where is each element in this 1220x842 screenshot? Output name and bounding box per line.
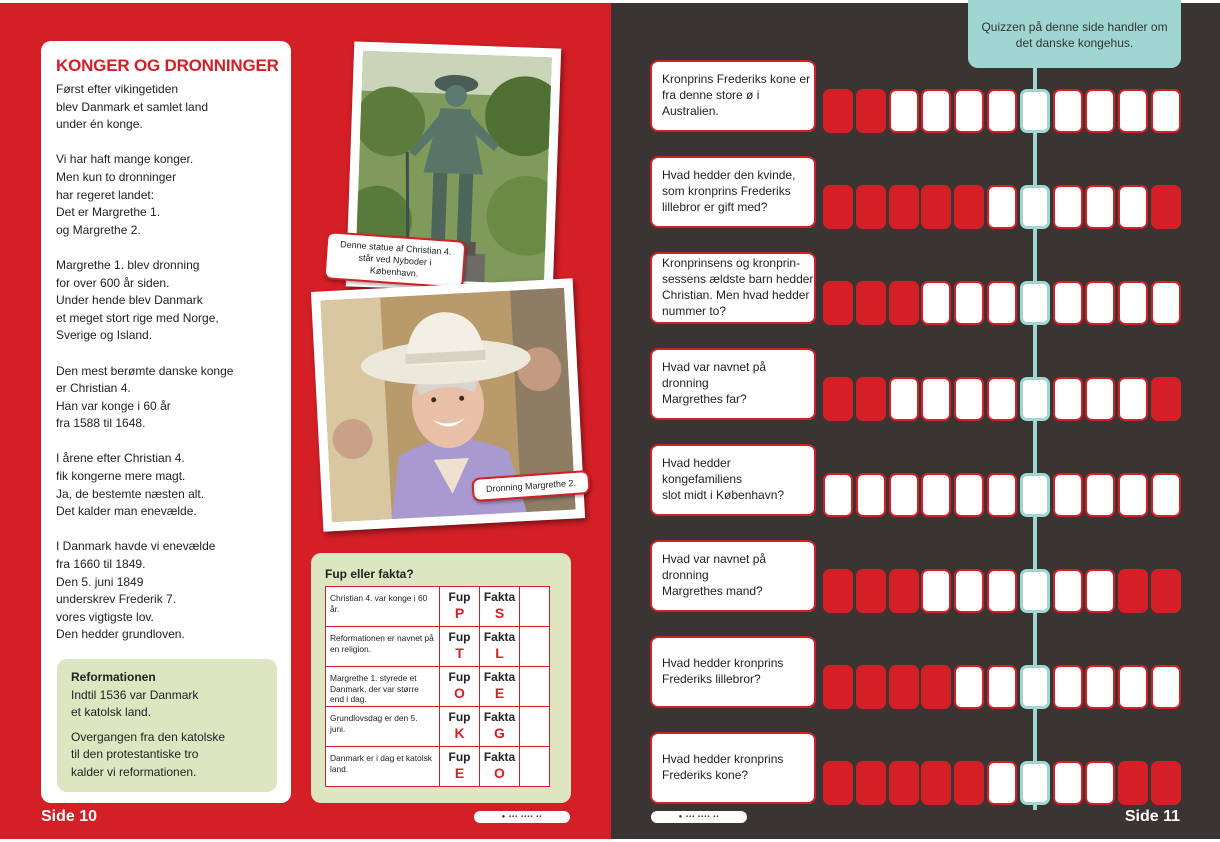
letter-cell[interactable]: [1118, 89, 1148, 133]
fup-label: Fup: [448, 750, 471, 764]
fakta-label: Fakta: [483, 670, 516, 684]
letter-cell[interactable]: [954, 473, 984, 517]
letter-cell[interactable]: [1053, 473, 1083, 517]
fakta-label: Fakta: [483, 590, 516, 604]
blocked-cell: [921, 185, 951, 229]
blocked-cell: [1118, 569, 1148, 613]
blocked-cell: [823, 185, 853, 229]
fup-option[interactable]: [440, 627, 480, 667]
fakta-label: Fakta: [483, 750, 516, 764]
paragraph: I årene efter Christian 4. fik kongerne mere magt. Ja, de bestemte næsten alt. Det kalder man enevælde.: [56, 451, 205, 519]
quiz-question: Hvad hedder kongefamiliens slot midt i København?: [650, 444, 816, 516]
letter-cell[interactable]: [1085, 377, 1115, 421]
letter-cell[interactable]: [1053, 761, 1083, 805]
letter-cell[interactable]: [987, 473, 1017, 517]
blocked-cell: [889, 761, 919, 805]
letter-cell[interactable]: [987, 89, 1017, 133]
footer-logo-left: ● ▪▪▪ ▪▪▪▪ ▪▪: [474, 811, 570, 823]
reformation-text: Indtil 1536 var Danmark et katolsk land.: [71, 687, 199, 720]
quiz-question: Hvad hedder kronprins Frederiks lillebror?: [650, 636, 816, 708]
letter-cell[interactable]: [1151, 665, 1181, 709]
fup-label: Fup: [448, 710, 471, 724]
letter-cell[interactable]: [1085, 185, 1115, 229]
blocked-cell: [889, 569, 919, 613]
quiz-note: Quizzen på denne side handler om det danske kongehus.: [968, 0, 1181, 68]
letter-cell[interactable]: [1085, 473, 1115, 517]
fakta-letter: L: [495, 645, 504, 661]
article-title: KONGER OG DRONNINGER: [56, 56, 279, 75]
letter-cell[interactable]: [954, 569, 984, 613]
blocked-cell: [856, 185, 886, 229]
blocked-cell: [856, 665, 886, 709]
table-row: [326, 587, 550, 627]
fup-option[interactable]: [440, 747, 480, 787]
letter-cell[interactable]: [1053, 377, 1083, 421]
fup-label: Fup: [448, 590, 471, 604]
fup-table: [325, 586, 550, 787]
blocked-cell: [921, 761, 951, 805]
paragraph: Først efter vikingetiden blev Danmark et samlet land under én konge.: [56, 82, 209, 132]
letter-cell[interactable]: [1118, 665, 1148, 709]
letter-cell[interactable]: [921, 281, 951, 325]
letter-cell[interactable]: [1085, 761, 1115, 805]
letter-cell[interactable]: [1053, 665, 1083, 709]
table-row: [326, 667, 550, 707]
blocked-cell: [823, 89, 853, 133]
fup-statement: Margrethe 1. styrede et Danmark, der var større end i dag.: [326, 667, 440, 707]
letter-cell[interactable]: [1085, 665, 1115, 709]
fup-statement: Grundlovsdag er den 5. juni.: [326, 707, 440, 747]
solution-cell[interactable]: [1020, 473, 1050, 517]
solution-cell[interactable]: [1020, 569, 1050, 613]
letter-cell[interactable]: [1085, 569, 1115, 613]
fup-option[interactable]: [440, 707, 480, 747]
blocked-cell: [823, 569, 853, 613]
blocked-cell: [954, 761, 984, 805]
letter-cell[interactable]: [987, 377, 1017, 421]
table-row: [326, 627, 550, 667]
fup-eller-fakta-box: [311, 553, 571, 803]
fakta-option[interactable]: [480, 587, 520, 627]
article-body: [56, 81, 281, 662]
letter-cell[interactable]: [889, 89, 919, 133]
solution-cell[interactable]: [1020, 761, 1050, 805]
letter-cell[interactable]: [954, 281, 984, 325]
paragraph: Vi har haft mange konger. Men kun to dronninger har regeret landet: Det er Margrethe 1. og Margrethe 2.: [56, 152, 194, 237]
answer-box[interactable]: [520, 627, 550, 667]
blocked-cell: [889, 665, 919, 709]
fakta-letter: O: [494, 765, 505, 781]
quiz-question: Hvad var navnet på dronning Margrethes far?: [650, 348, 816, 420]
fup-label: Fup: [448, 630, 471, 644]
quiz-question: Kronprins Frederiks kone er fra denne store ø i Australien.: [650, 60, 816, 132]
solution-cell[interactable]: [1020, 665, 1050, 709]
letter-cell[interactable]: [1151, 473, 1181, 517]
answer-box[interactable]: [520, 747, 550, 787]
blocked-cell: [889, 185, 919, 229]
answer-box[interactable]: [520, 587, 550, 627]
quiz-question: Hvad hedder kronprins Frederiks kone?: [650, 732, 816, 804]
letter-cell[interactable]: [889, 377, 919, 421]
blocked-cell: [1151, 761, 1181, 805]
fakta-option[interactable]: [480, 707, 520, 747]
letter-cell[interactable]: [954, 665, 984, 709]
letter-cell[interactable]: [921, 569, 951, 613]
letter-cell[interactable]: [1151, 89, 1181, 133]
fup-letter: T: [455, 645, 464, 661]
blocked-cell: [823, 761, 853, 805]
footer-logo-right: ● ▪▪▪ ▪▪▪▪ ▪▪: [651, 811, 747, 823]
paragraph: Margrethe 1. blev dronning for over 600 år siden. Under hende blev Danmark et meget stort rige med Norge, Sverige og Island.: [56, 257, 219, 343]
solution-cell[interactable]: [1020, 89, 1050, 133]
fakta-option[interactable]: [480, 667, 520, 707]
statue-caption: Denne statue af Christian 4. står ved Nyboder i København.: [323, 231, 466, 289]
fakta-letter: S: [494, 605, 505, 621]
letter-cell[interactable]: [1053, 185, 1083, 229]
fakta-option[interactable]: [480, 747, 520, 787]
letter-cell[interactable]: [1118, 473, 1148, 517]
reformation-box: [57, 659, 277, 792]
quiz-question: Hvad var navnet på dronning Margrethes mand?: [650, 540, 816, 612]
table-row: [326, 747, 550, 787]
queen-caption: Dronning Margrethe 2.: [471, 470, 590, 502]
quiz-question: Kronprinsens og kronprin- sessens ældste barn hedder Christian. Men hvad hedder nummer to?: [650, 252, 816, 324]
blocked-cell: [889, 281, 919, 325]
quiz-question: Hvad hedder den kvinde, som kronprins Frederiks lillebror er gift med?: [650, 156, 816, 228]
solution-cell[interactable]: [1020, 377, 1050, 421]
blocked-cell: [856, 89, 886, 133]
letter-cell[interactable]: [987, 281, 1017, 325]
fakta-option[interactable]: [480, 627, 520, 667]
letter-cell[interactable]: [954, 89, 984, 133]
fup-letter: K: [454, 725, 465, 741]
paragraph: I Danmark havde vi enevælde fra 1660 til 1849. Den 5. juni 1849 underskrev Frederik 7. vores vigtigste lov. Den hedder grundloven.: [56, 539, 216, 642]
blocked-cell: [1151, 569, 1181, 613]
blocked-cell: [954, 185, 984, 229]
fup-option[interactable]: [440, 667, 480, 707]
letter-cell[interactable]: [856, 473, 886, 517]
fakta-label: Fakta: [483, 630, 516, 644]
fup-statement: Danmark er i dag et katolsk land.: [326, 747, 440, 787]
page-number-right: Side 11: [1124, 808, 1180, 825]
blocked-cell: [856, 569, 886, 613]
answer-box[interactable]: [520, 707, 550, 747]
letter-cell[interactable]: [1053, 281, 1083, 325]
blocked-cell: [1151, 377, 1181, 421]
fakta-letter: G: [494, 725, 505, 741]
reformation-title: Reformationen: [71, 670, 156, 684]
letter-cell[interactable]: [889, 473, 919, 517]
letter-cell[interactable]: [987, 569, 1017, 613]
fakta-letter: E: [494, 685, 505, 701]
letter-cell[interactable]: [823, 473, 853, 517]
blocked-cell: [823, 665, 853, 709]
fup-title: Fup eller fakta?: [325, 567, 414, 581]
letter-cell[interactable]: [1085, 89, 1115, 133]
letter-cell[interactable]: [1053, 569, 1083, 613]
letter-cell[interactable]: [987, 761, 1017, 805]
fup-option[interactable]: [440, 587, 480, 627]
blocked-cell: [1151, 185, 1181, 229]
letter-cell[interactable]: [1118, 377, 1148, 421]
blocked-cell: [856, 761, 886, 805]
solution-cell[interactable]: [1020, 281, 1050, 325]
letter-cell[interactable]: [1085, 281, 1115, 325]
letter-cell[interactable]: [921, 377, 951, 421]
blocked-cell: [823, 281, 853, 325]
letter-cell[interactable]: [954, 377, 984, 421]
letter-cell[interactable]: [921, 89, 951, 133]
letter-cell[interactable]: [1118, 185, 1148, 229]
blocked-cell: [856, 377, 886, 421]
fup-statement: Reformationen er navnet på en religion.: [326, 627, 440, 667]
fup-letter: P: [454, 605, 465, 621]
letter-cell[interactable]: [987, 185, 1017, 229]
article-card: [41, 41, 291, 803]
fakta-label: Fakta: [483, 710, 516, 724]
fup-letter: E: [454, 765, 465, 781]
fup-letter: O: [454, 685, 465, 701]
blocked-cell: [823, 377, 853, 421]
answer-box[interactable]: [520, 667, 550, 707]
letter-cell[interactable]: [987, 665, 1017, 709]
table-row: [326, 707, 550, 747]
blocked-cell: [921, 665, 951, 709]
reformation-text: Overgangen fra den katolske til den protestantiske tro kalder vi reformationen.: [71, 729, 226, 779]
letter-cell[interactable]: [921, 473, 951, 517]
blocked-cell: [1118, 761, 1148, 805]
letter-cell[interactable]: [1151, 281, 1181, 325]
fup-label: Fup: [448, 670, 471, 684]
letter-cell[interactable]: [1053, 89, 1083, 133]
fup-statement: Christian 4. var konge i 60 år.: [326, 587, 440, 627]
paragraph: Den mest berømte danske konge er Christian 4. Han var konge i 60 år fra 1588 til 1648.: [56, 363, 234, 431]
blocked-cell: [856, 281, 886, 325]
letter-cell[interactable]: [1118, 281, 1148, 325]
page-number-left: Side 10: [41, 808, 98, 825]
solution-cell[interactable]: [1020, 185, 1050, 229]
